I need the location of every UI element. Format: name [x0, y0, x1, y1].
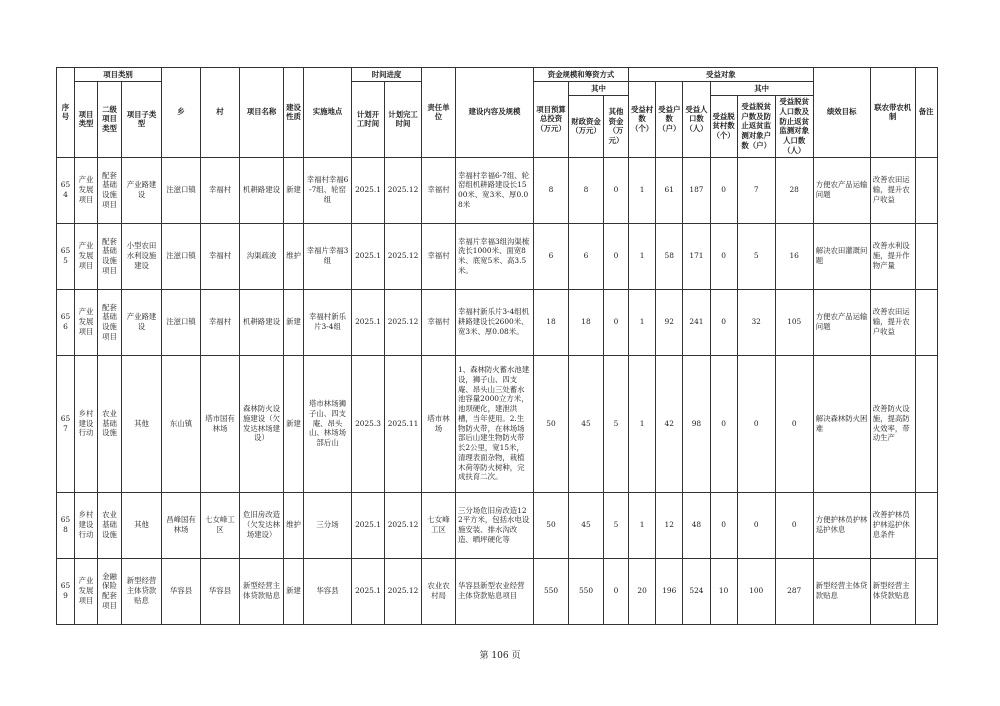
row-poverty-households: 0 — [737, 355, 775, 492]
row-total: 50 — [534, 492, 569, 558]
row-village: 塔市国有林场 — [201, 355, 240, 492]
header-other-funds: 其他资金（万元） — [604, 96, 629, 158]
row-location: 幸福村新乐片3-4组 — [304, 289, 352, 355]
header-benefit-population: 受益人口数（人） — [683, 82, 710, 158]
row-poverty-population: 105 — [775, 289, 813, 355]
row-seq: 655 — [57, 223, 75, 289]
row-content: 华容县新型农业经营主体贷款贴息项目 — [456, 558, 534, 624]
row-nature: 新建 — [284, 355, 304, 492]
header-content-scale: 建设内容及规模 — [456, 68, 534, 158]
row-project-name: 森林防火设施建设（欠发达林场建设） — [240, 355, 284, 492]
row-end: 2025.12 — [385, 157, 422, 223]
row-start: 2025.1 — [352, 223, 385, 289]
row-seq: 656 — [57, 289, 75, 355]
page-number: 第 106 页 — [479, 651, 521, 661]
row-seq: 654 — [57, 157, 75, 223]
row-sub-type: 其他 — [122, 355, 162, 492]
row-goal: 解决农田灌溉问题 — [813, 223, 870, 289]
row-villages: 1 — [629, 355, 656, 492]
row-population: 171 — [683, 223, 710, 289]
row-content: 幸福村幸福6-7组、轮窑组机耕路建设长1500米、宽3米、厚0.08米 — [456, 157, 534, 223]
header-responsible-unit: 责任单位 — [422, 68, 456, 158]
row-project-type: 乡村建设行动 — [75, 355, 98, 492]
row-other: 0 — [604, 289, 629, 355]
row-unit: 农业农村局 — [422, 558, 456, 624]
table-row — [57, 289, 938, 355]
row-nature: 新建 — [284, 157, 304, 223]
row-other: 0 — [604, 157, 629, 223]
row-poverty-population: 0 — [775, 355, 813, 492]
row-sub-type: 产业路建设 — [122, 289, 162, 355]
header-funds: 资金规模和筹资方式 — [534, 68, 629, 82]
row-villages: 1 — [629, 492, 656, 558]
row-poverty-households: 5 — [737, 223, 775, 289]
row-content: 1、森林防火蓄水池建设，狮子山、四支庵、昂头山三处蓄水池容量2000立方米，池坝硬化，建泄洪槽，当年使用。2.生物防火带，在林场场部后山建生物防火带长2公里，宽15米，清理表面杂物，栽植木荷等防火树种，完成扶育二次。 — [456, 355, 534, 492]
row-population: 98 — [683, 355, 710, 492]
row-sub-type: 产业路建设 — [122, 157, 162, 223]
row-seq: 658 — [57, 492, 75, 558]
row-level2-type: 配套基础设施项目 — [98, 289, 122, 355]
header-of-which-2: 其中 — [710, 82, 813, 96]
row-mechanism: 改善水利设施，提升作物产量 — [870, 223, 915, 289]
row-other: 5 — [604, 492, 629, 558]
row-goal: 方便农产品运输问题 — [813, 157, 870, 223]
row-population: 187 — [683, 157, 710, 223]
header-project-category: 项目类别 — [75, 68, 162, 82]
row-households: 196 — [656, 558, 683, 624]
row-poverty-villages: 0 — [710, 157, 737, 223]
row-end: 2025.11 — [385, 355, 422, 492]
row-start: 2025.1 — [352, 558, 385, 624]
row-nature: 新建 — [284, 558, 304, 624]
row-start: 2025.1 — [352, 289, 385, 355]
row-fiscal: 8 — [569, 157, 604, 223]
row-township: 注滋口镇 — [162, 289, 201, 355]
row-level2-type: 配套基础设施项目 — [98, 223, 122, 289]
row-fiscal: 550 — [569, 558, 604, 624]
row-village: 幸福村 — [201, 157, 240, 223]
header-planned-start: 计划开工时间 — [352, 82, 385, 158]
row-unit: 幸福村 — [422, 157, 456, 223]
header-performance-goal: 绩效目标 — [813, 68, 870, 158]
header-level2-type: 二级项目类型 — [98, 82, 122, 158]
row-nature: 维护 — [284, 492, 304, 558]
row-poverty-households: 32 — [737, 289, 775, 355]
row-total: 6 — [534, 223, 569, 289]
row-unit: 幸福村 — [422, 289, 456, 355]
header-of-which: 其中 — [569, 82, 629, 96]
row-mechanism: 改善护林员护林巡护休息条件 — [870, 492, 915, 558]
row-seq: 659 — [57, 558, 75, 624]
header-township: 乡 — [162, 68, 201, 158]
row-households: 92 — [656, 289, 683, 355]
header-poverty-population: 受益脱贫人口数及防止返贫监测对象人口数（人） — [775, 96, 813, 158]
row-mechanism: 改善防火设施，提高防火效率，带动生产 — [870, 355, 915, 492]
row-unit: 幸福村 — [422, 223, 456, 289]
row-total: 8 — [534, 157, 569, 223]
header-poverty-villages: 受益脱贫村数（个） — [710, 96, 737, 158]
header-location: 实施地点 — [304, 68, 352, 158]
row-goal: 方便农产品运输问题 — [813, 289, 870, 355]
row-goal: 方便护林员护林巡护休息 — [813, 492, 870, 558]
row-poverty-population: 28 — [775, 157, 813, 223]
row-poverty-villages: 0 — [710, 492, 737, 558]
row-fiscal: 6 — [569, 223, 604, 289]
row-population: 48 — [683, 492, 710, 558]
row-location: 三分场 — [304, 492, 352, 558]
row-end: 2025.12 — [385, 558, 422, 624]
row-poverty-population: 16 — [775, 223, 813, 289]
row-households: 42 — [656, 355, 683, 492]
row-total: 50 — [534, 355, 569, 492]
project-table — [56, 67, 938, 625]
header-schedule: 时间进度 — [352, 68, 422, 82]
header-project-type: 项目类型 — [75, 82, 98, 158]
row-nature: 新建 — [284, 289, 304, 355]
row-mechanism: 改善农田运输，提升农户收益 — [870, 289, 915, 355]
row-poverty-villages: 10 — [710, 558, 737, 624]
row-village: 七女峰工区 — [201, 492, 240, 558]
row-households: 61 — [656, 157, 683, 223]
row-mechanism: 新型经营主体贷款贴息 — [870, 558, 915, 624]
row-project-name: 沟渠疏浚 — [240, 223, 284, 289]
header-total-investment: 项目预算总投资（万元） — [534, 82, 569, 158]
row-other: 5 — [604, 355, 629, 492]
row-sub-type: 其他 — [122, 492, 162, 558]
row-start: 2025.3 — [352, 355, 385, 492]
row-end: 2025.12 — [385, 223, 422, 289]
header-project-name: 项目名称 — [240, 68, 284, 158]
row-content: 三分场危旧房改造122平方米，包括水电设施安装、排水沟改造、晒坪硬化等 — [456, 492, 534, 558]
row-content: 幸福片幸福3组沟渠梳洗长1000米、面宽8米、底宽5米、高3.5米。 — [456, 223, 534, 289]
table-row — [57, 355, 938, 492]
row-content: 幸福村新乐片3-4组机耕路建设长2600米、宽3米、厚0.08米。 — [456, 289, 534, 355]
row-poverty-villages: 0 — [710, 289, 737, 355]
row-fiscal: 18 — [569, 289, 604, 355]
row-poverty-population: 0 — [775, 492, 813, 558]
row-project-type: 乡村建设行动 — [75, 492, 98, 558]
row-level2-type: 配套基础设施项目 — [98, 157, 122, 223]
row-village: 幸福村 — [201, 223, 240, 289]
project-table-wrapper — [56, 67, 938, 625]
row-remark — [915, 355, 937, 492]
row-seq: 657 — [57, 355, 75, 492]
table-row — [57, 492, 938, 558]
row-poverty-households: 7 — [737, 157, 775, 223]
row-sub-type: 新型经营主体贷款贴息 — [122, 558, 162, 624]
header-planned-end: 计划完工时间 — [385, 82, 422, 158]
row-unit: 七女峰工区 — [422, 492, 456, 558]
row-project-type: 产业发展项目 — [75, 157, 98, 223]
row-population: 524 — [683, 558, 710, 624]
row-fiscal: 45 — [569, 355, 604, 492]
row-level2-type: 农业基础设施 — [98, 492, 122, 558]
row-households: 58 — [656, 223, 683, 289]
row-township: 华容县 — [162, 558, 201, 624]
row-total: 18 — [534, 289, 569, 355]
row-unit: 塔市林场 — [422, 355, 456, 492]
header-fiscal-funds: 财政资金（万元） — [569, 96, 604, 158]
row-poverty-villages: 0 — [710, 223, 737, 289]
row-end: 2025.12 — [385, 492, 422, 558]
row-village: 华容县 — [201, 558, 240, 624]
row-project-name: 新型经营主体贷款贴息 — [240, 558, 284, 624]
row-location: 华容县 — [304, 558, 352, 624]
row-level2-type: 金融保险配套项目 — [98, 558, 122, 624]
row-location: 幸福片幸福3组 — [304, 223, 352, 289]
row-township: 注滋口镇 — [162, 157, 201, 223]
row-villages: 1 — [629, 223, 656, 289]
row-poverty-villages: 0 — [710, 355, 737, 492]
row-location: 幸福村幸福6-7组、轮窑组 — [304, 157, 352, 223]
row-poverty-households: 100 — [737, 558, 775, 624]
header-remarks: 备注 — [915, 68, 937, 158]
header-benefit-households: 受益户数（户） — [656, 82, 683, 158]
row-township: 昌峰国有林场 — [162, 492, 201, 558]
row-mechanism: 改善农田运输，提升农户收益 — [870, 157, 915, 223]
table-row — [57, 157, 938, 223]
row-project-name: 机耕路建设 — [240, 289, 284, 355]
row-sub-type: 小型农田水利设施建设 — [122, 223, 162, 289]
table-header — [57, 68, 938, 158]
row-village: 幸福村 — [201, 289, 240, 355]
row-total: 550 — [534, 558, 569, 624]
row-goal: 解决森林防火困难 — [813, 355, 870, 492]
row-nature: 维护 — [284, 223, 304, 289]
row-start: 2025.1 — [352, 157, 385, 223]
row-project-name: 机耕路建设 — [240, 157, 284, 223]
row-fiscal: 45 — [569, 492, 604, 558]
table-row — [57, 223, 938, 289]
row-level2-type: 农业基础设施 — [98, 355, 122, 492]
row-remark — [915, 157, 937, 223]
row-goal: 新型经营主体贷款贴息 — [813, 558, 870, 624]
header-construction-nature: 建设性质 — [284, 68, 304, 158]
row-population: 241 — [683, 289, 710, 355]
row-start: 2025.1 — [352, 492, 385, 558]
row-villages: 20 — [629, 558, 656, 624]
header-beneficiaries: 受益对象 — [629, 68, 814, 82]
row-households: 12 — [656, 492, 683, 558]
row-other: 0 — [604, 223, 629, 289]
row-remark — [915, 492, 937, 558]
row-township: 东山镇 — [162, 355, 201, 492]
row-villages: 1 — [629, 157, 656, 223]
row-poverty-population: 287 — [775, 558, 813, 624]
row-remark — [915, 558, 937, 624]
row-villages: 1 — [629, 289, 656, 355]
row-project-type: 产业发展项目 — [75, 289, 98, 355]
row-remark — [915, 223, 937, 289]
header-seq: 序号 — [57, 68, 75, 158]
row-location: 塔市林场狮子山、四支庵、昂头山、林场场部后山 — [304, 355, 352, 492]
row-other: 0 — [604, 558, 629, 624]
row-remark — [915, 289, 937, 355]
row-project-type: 产业发展项目 — [75, 558, 98, 624]
row-poverty-households: 0 — [737, 492, 775, 558]
header-poverty-households: 受益脱贫户数及防止返贫监测对象户数（户） — [737, 96, 775, 158]
header-sub-type: 项目子类型 — [122, 82, 162, 158]
header-benefit-villages: 受益村数（个） — [629, 82, 656, 158]
header-village: 村 — [201, 68, 240, 158]
row-township: 注滋口镇 — [162, 223, 201, 289]
row-project-name: 危旧房改造（欠发达林场建设） — [240, 492, 284, 558]
table-body — [57, 157, 938, 624]
table-row — [57, 558, 938, 624]
header-farmer-mechanism: 联农带农机制 — [870, 68, 915, 158]
row-project-type: 产业发展项目 — [75, 223, 98, 289]
row-end: 2025.12 — [385, 289, 422, 355]
